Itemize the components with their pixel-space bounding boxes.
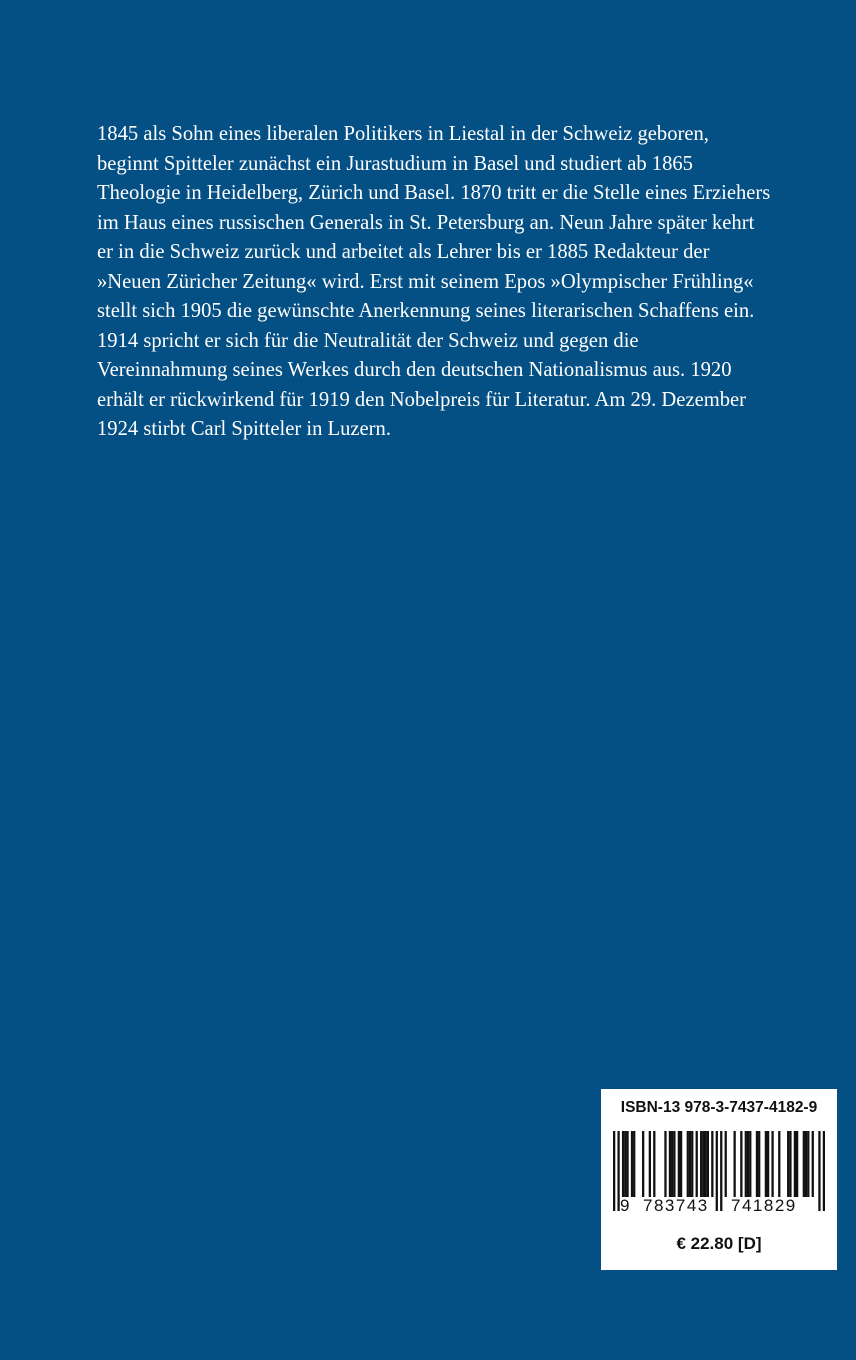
barcode-bar bbox=[704, 1131, 706, 1197]
barcode-bar bbox=[687, 1131, 689, 1197]
barcode-bar bbox=[664, 1131, 666, 1197]
barcode-bar bbox=[725, 1131, 727, 1197]
barcode-bar bbox=[626, 1131, 628, 1197]
barcode-digits-left: 783743 bbox=[643, 1196, 709, 1215]
barcode-bar bbox=[680, 1131, 682, 1197]
bio-line: er in die Schweiz zurück und arbeitet als Lehrer bis er 1885 Redakteur der bbox=[97, 241, 710, 263]
barcode-bar bbox=[678, 1131, 680, 1197]
barcode-bar bbox=[803, 1131, 805, 1197]
barcode-bar bbox=[671, 1131, 673, 1197]
bio-line: 1914 spricht er sich für die Neutralität der Schweiz und gegen die bbox=[97, 329, 639, 352]
bio-line: 1924 stirbt Carl Spitteler in Luzern. bbox=[97, 418, 391, 440]
barcode-bar bbox=[700, 1131, 702, 1197]
author-biography bbox=[97, 120, 797, 445]
barcode-bar bbox=[691, 1131, 693, 1197]
barcode-bar bbox=[702, 1131, 704, 1197]
barcode-bar bbox=[789, 1131, 791, 1197]
barcode-bar bbox=[642, 1131, 644, 1197]
barcode-bar bbox=[745, 1131, 747, 1197]
barcode-bar bbox=[818, 1131, 820, 1211]
barcode-bar bbox=[734, 1131, 736, 1197]
barcode-bar bbox=[696, 1131, 698, 1197]
bio-line: stellt sich 1905 die gewünschte Anerkennung seines literarischen Schaffens ein. bbox=[97, 300, 755, 322]
bio-line: Vereinnahmung seines Werkes durch den deutschen Nationalismus aus. 1920 bbox=[97, 359, 732, 381]
bio-line: Theologie in Heidelberg, Zürich und Basel. 1870 tritt er die Stelle eines Erziehers bbox=[97, 182, 771, 204]
bio-line: »Neuen Züricher Zeitung« wird. Erst mit seinem Epos »Olympischer Frühling« bbox=[97, 270, 754, 293]
barcode-digits-right: 741829 bbox=[731, 1196, 797, 1215]
barcode-bar bbox=[631, 1131, 633, 1197]
barcode-bar bbox=[624, 1131, 626, 1197]
barcode-bar bbox=[716, 1131, 718, 1211]
barcode-bar bbox=[805, 1131, 807, 1197]
barcode-bar bbox=[613, 1131, 615, 1211]
barcode-bar bbox=[778, 1131, 780, 1197]
barcode-bar bbox=[649, 1131, 651, 1197]
barcode-bar bbox=[787, 1131, 789, 1197]
barcode-bar bbox=[807, 1131, 809, 1197]
barcode-bar bbox=[669, 1131, 671, 1197]
barcode-label bbox=[601, 1089, 837, 1270]
barcode-bar bbox=[689, 1131, 691, 1197]
bio-line: beginnt Spitteler zunächst ein Jurastudium in Basel und studiert ab 1865 bbox=[97, 152, 693, 175]
barcode-bar bbox=[653, 1131, 655, 1197]
barcode-bar bbox=[747, 1131, 749, 1197]
barcode-bar bbox=[796, 1131, 798, 1197]
barcode-bar bbox=[749, 1131, 751, 1197]
barcode-bar bbox=[794, 1131, 796, 1197]
barcode-bar bbox=[823, 1131, 825, 1211]
barcode-bar bbox=[756, 1131, 758, 1197]
barcode-bar bbox=[767, 1131, 769, 1197]
bio-line: erhält er rückwirkend für 1919 den Nobelpreis für Literatur. Am 29. Dezember bbox=[97, 388, 747, 411]
barcode-bar bbox=[771, 1131, 773, 1197]
barcode-bar bbox=[673, 1131, 675, 1197]
barcode-bar bbox=[765, 1131, 767, 1197]
bio-line: 1845 als Sohn eines liberalen Politikers in Liestal in der Schweiz geboren, bbox=[97, 123, 709, 145]
barcode-digit-first: 9 bbox=[620, 1196, 630, 1215]
barcode-bar bbox=[758, 1131, 760, 1197]
bio-line: im Haus eines russischen Generals in St. Petersburg an. Neun Jahre später kehrt bbox=[97, 211, 755, 234]
price-label: € 22.80 [D] bbox=[676, 1234, 762, 1253]
barcode-bar bbox=[633, 1131, 635, 1197]
barcode-bar bbox=[622, 1131, 624, 1197]
barcode-bar bbox=[707, 1131, 709, 1197]
barcode-bar bbox=[720, 1131, 722, 1211]
barcode-bar bbox=[740, 1131, 742, 1197]
isbn-number: ISBN-13 978-3-7437-4182-9 bbox=[620, 1099, 818, 1116]
barcode-bar bbox=[812, 1131, 814, 1197]
barcode-bar bbox=[711, 1131, 713, 1197]
